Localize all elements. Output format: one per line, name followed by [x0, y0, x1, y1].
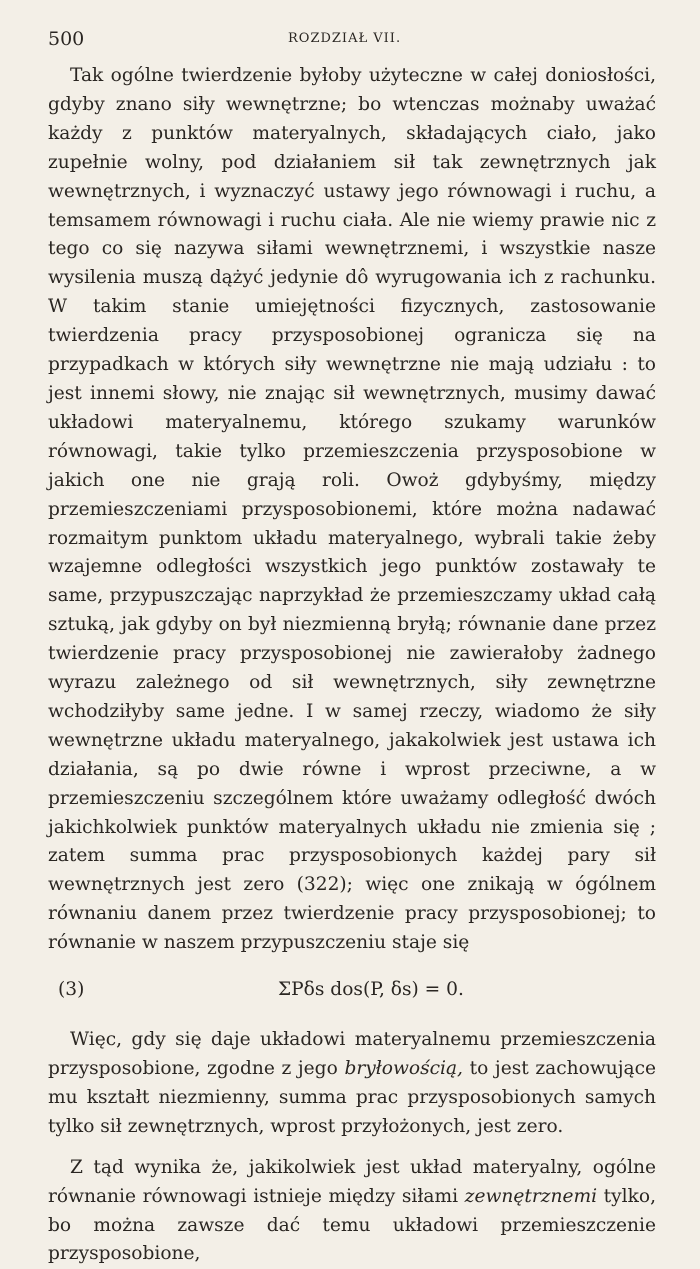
paragraph-2-text-a: Więc, gdy się daje układowi materyalnemu przemieszczenia przysposobione, zgodne z jego — [48, 1029, 656, 1079]
paragraph-3-text-a: Z tąd wynika że, jakikolwiek jest układ materyalny, ogólne równanie równowagi istnieje między siłami — [48, 1156, 656, 1207]
paragraph-3-text-b: tylko, bo można zawsze dać temu układowi przemieszczenie przysposobione, — [48, 1185, 656, 1265]
equation-number: (3) — [58, 979, 85, 1001]
page-number: 500 — [48, 28, 85, 50]
paragraph-3-emphasis: zewnętrznemi — [464, 1185, 598, 1207]
paragraph-2-text-b: to jest zachowujące mu kształt niezmienny, summa prac przysposobionych samych tylko sił zewnętrznych, wprost przyłożonych, jest zero. — [48, 1058, 656, 1137]
equation — [48, 976, 656, 1006]
running-title: ROZDZIAŁ VII. — [288, 31, 402, 46]
page-body — [48, 62, 656, 1269]
page-header — [48, 28, 660, 52]
paragraph-2-emphasis: bryłowością, — [344, 1058, 463, 1079]
paragraph-2 — [48, 1026, 656, 1142]
paragraph-1: Tak ogólne twierdzenie byłoby użyteczne w całej doniosłości, gdyby znano siły wewnętrzne; bo wtenczas możnaby uważać każdy z punktów materyalnych, składających ciało, jako zupełnie wolny, pod działaniem sił tak zewnętrznych jak wewnętrznych, i wyznaczyć ustawy jego równowagi i ruchu, a temsamem równowagi i ruchu ciała. Ale nie wiemy prawie nic z tego co się nazywa siłami wewnętrznemi, i wszystkie nasze wysilenia muszą dążyć jedynie dô wyrugowania ich z rachunku. W takim stanie umiejętności fizycznych, zastosowanie twierdzenia pracy przysposobionej ogranicza się na przypadkach w których siły wewnętrzne nie mają udziału : to jest innemi słowy, nie znając sił wewnętrznych, musimy dawać układowi materyalnemu, którego szukamy warunków równowagi, takie tylko przemieszczenia przysposobione w jakich one nie grają roli. Owoż gdybyśmy, między przemieszczeniami przysposobionemi, które można nadawać rozmaitym punktom układu materyalnego, wybrali takie żeby wzajemne odległości wszystkich jego punktów zostawały te same, przypuszczając naprzykład że przemieszczamy układ całą sztuką, jak gdyby on był niezmienną bryłą; równanie dane przez twierdzenie pracy przysposobionej nie zawierałoby żadnego wyrazu zależnego od sił wewnętrznych, siły zewnętrzne wchodziłyby same jedne. I w samej rzeczy, wiadomo że siły wewnętrzne układu materyalnego, jakakolwiek jest ustawa ich działania, są po dwie równe i wprost przeciwne, a w przemieszczeniu szczególnem które uważamy odległość dwóch jakichkolwiek punktów materyalnych układu nie zmienia się ; zatem summa prac przysposobionych każdej pary sił wewnętrznych jest zero (322); więc one znikają w ógólnem równaniu danem przez twierdzenie pracy przysposobionej; to równanie w naszem przypuszczeniu staje się — [48, 65, 656, 954]
equation-expression: ΣPδs dos(P, δs) = 0. — [278, 979, 464, 1001]
paragraph-3 — [48, 1154, 656, 1269]
